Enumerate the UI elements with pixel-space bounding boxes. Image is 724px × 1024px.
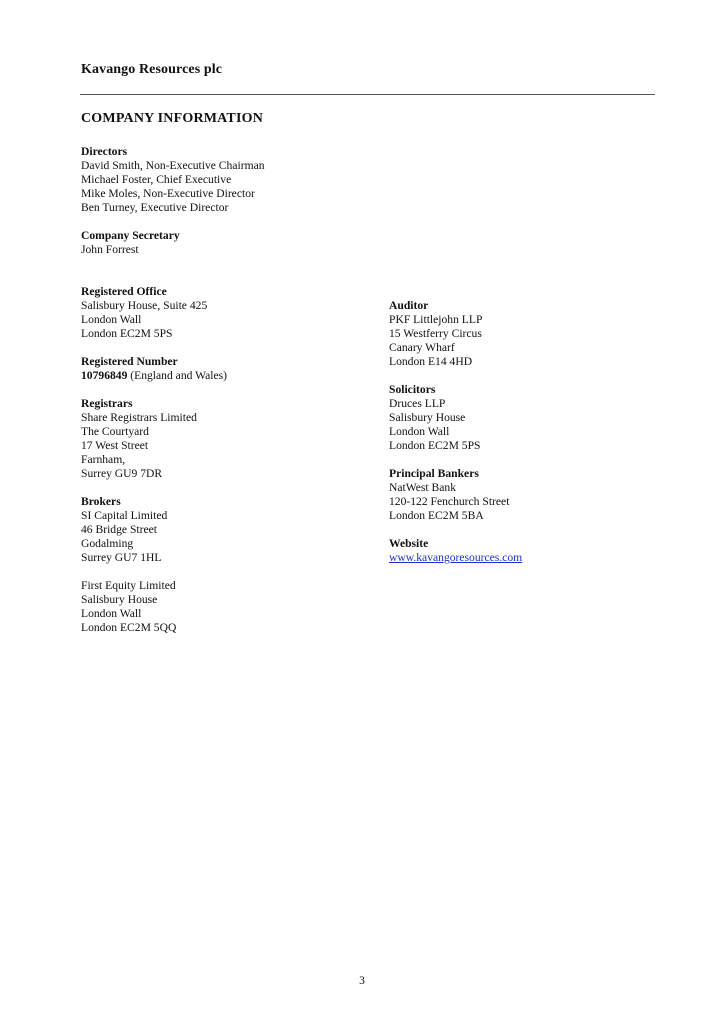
director-line: David Smith, Non-Executive Chairman (81, 159, 265, 172)
address-line: NatWest Bank (389, 481, 457, 494)
section-title: COMPANY INFORMATION (81, 111, 264, 126)
company-header: Kavango Resources plc (81, 62, 223, 77)
address-line: 120-122 Fenchurch Street (389, 495, 510, 508)
address-line: 17 West Street (81, 439, 149, 452)
address-line: Canary Wharf (389, 341, 455, 354)
registrars-heading: Registrars (81, 397, 133, 410)
address-line: London EC2M 5PS (389, 439, 481, 452)
brokers-heading: Brokers (81, 495, 121, 508)
address-line: London Wall (81, 607, 142, 620)
registered-office-block (81, 285, 207, 341)
director-line: Michael Foster, Chief Executive (81, 173, 232, 186)
address-line: Godalming (81, 537, 134, 550)
company-secretary-block (81, 229, 180, 257)
page-number: 3 (359, 974, 365, 987)
auditor-heading: Auditor (389, 299, 429, 312)
website-heading: Website (389, 537, 429, 550)
address-line: London EC2M 5PS (81, 327, 173, 340)
registered-number-heading: Registered Number (81, 355, 178, 368)
brokers-block (81, 495, 167, 565)
address-line: PKF Littlejohn LLP (389, 313, 483, 326)
address-line: London E14 4HD (389, 355, 473, 368)
address-line: London EC2M 5QQ (81, 621, 177, 634)
website-block (389, 537, 522, 565)
address-line: London EC2M 5BA (389, 509, 484, 522)
address-line: Salisbury House, Suite 425 (81, 299, 208, 312)
address-line: London Wall (389, 425, 450, 438)
address-line: Surrey GU9 7DR (81, 467, 163, 480)
address-line: SI Capital Limited (81, 509, 168, 522)
address-line: 46 Bridge Street (81, 523, 157, 536)
principal-bankers-block (389, 467, 509, 523)
registered-number-value: 10796849 (81, 369, 128, 382)
company-secretary-heading: Company Secretary (81, 229, 180, 242)
principal-bankers-heading: Principal Bankers (389, 467, 479, 480)
address-line: London Wall (81, 313, 142, 326)
registered-office-heading: Registered Office (81, 285, 167, 298)
address-line: Druces LLP (389, 397, 446, 410)
registered-number-line (81, 369, 227, 383)
address-line: Salisbury House (389, 411, 466, 424)
registered-number-block (81, 355, 227, 383)
auditor-block (389, 299, 482, 369)
address-line: Salisbury House (81, 593, 158, 606)
website-link[interactable]: www.kavangoresources.com (389, 551, 523, 564)
header-divider (80, 94, 655, 95)
directors-block (81, 145, 265, 215)
directors-heading: Directors (81, 145, 128, 158)
registered-number-jurisdiction: (England and Wales) (127, 369, 227, 382)
address-line: Share Registrars Limited (81, 411, 197, 424)
address-line: The Courtyard (81, 425, 149, 438)
second-broker-block (81, 579, 176, 635)
director-line: Mike Moles, Non-Executive Director (81, 187, 255, 200)
director-line: Ben Turney, Executive Director (81, 201, 229, 214)
address-line: First Equity Limited (81, 579, 176, 592)
company-secretary-name: John Forrest (81, 243, 139, 256)
address-line: Surrey GU7 1HL (81, 551, 162, 564)
solicitors-block (389, 383, 480, 453)
registrars-block (81, 397, 197, 481)
address-line: Farnham, (81, 453, 126, 466)
solicitors-heading: Solicitors (389, 383, 436, 396)
address-line: 15 Westferry Circus (389, 327, 482, 340)
